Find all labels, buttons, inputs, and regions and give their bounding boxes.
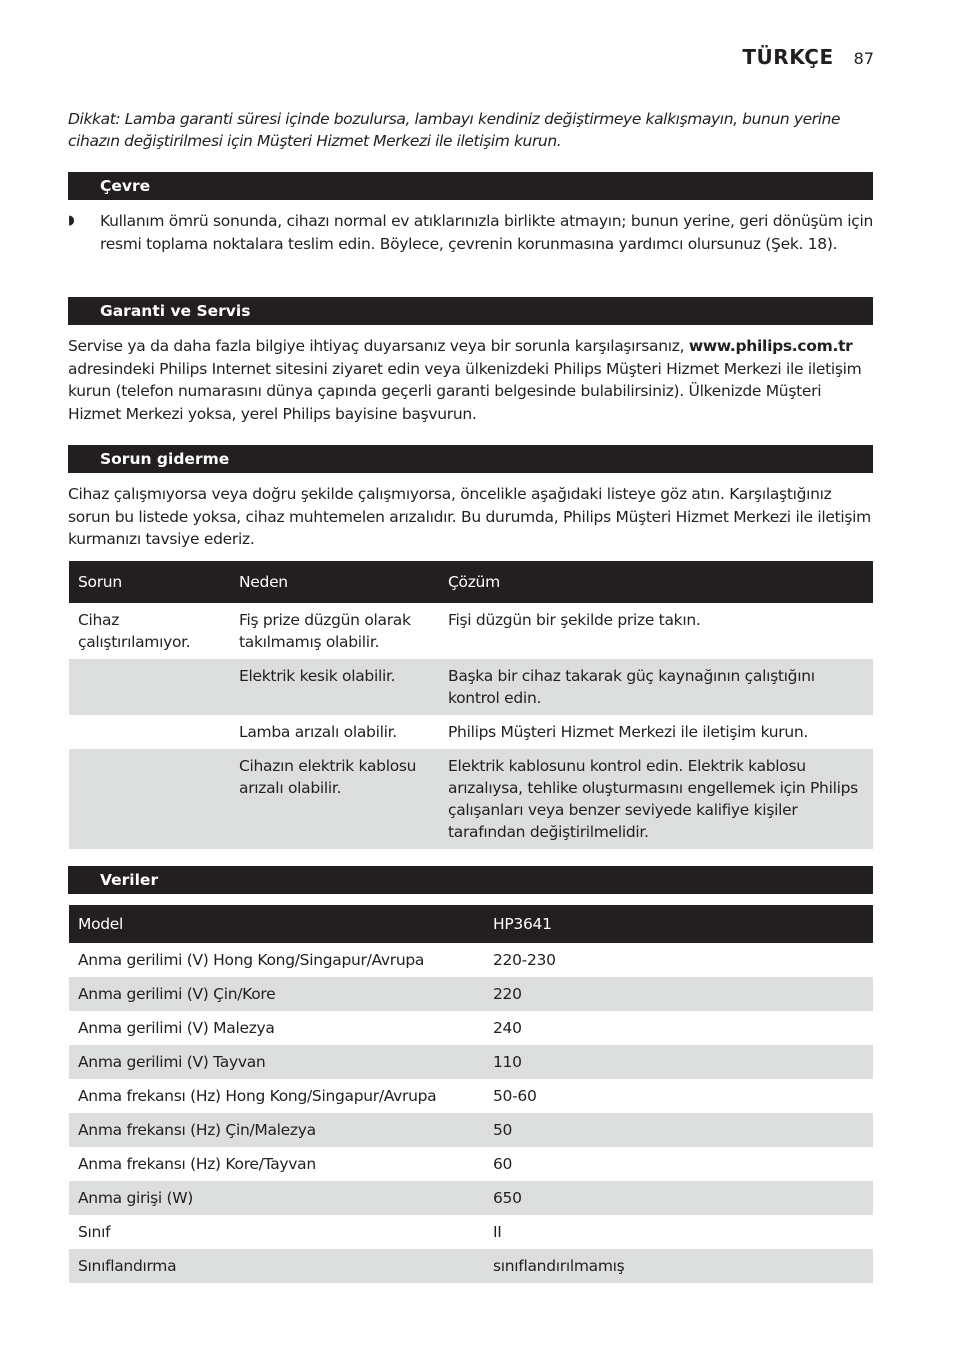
spec-value: 220 (484, 977, 873, 1011)
section-heading-cevre: Çevre (68, 172, 873, 200)
solution-cell: Başka bir cihaz takarak güç kaynağının çalıştığını kontrol edin. (439, 659, 873, 715)
warranty-paragraph (68, 335, 873, 425)
cause-cell: Fiş prize düzgün olarak takılmamış olabilir. (239, 611, 411, 651)
problem-cell (69, 715, 230, 749)
table-row (69, 1215, 873, 1249)
table-row (69, 1113, 873, 1147)
spec-value: 60 (493, 1155, 513, 1173)
column-header: Neden (230, 561, 439, 603)
column-header: Sorun (69, 561, 230, 603)
spec-label: Anma frekansı (Hz) Hong Kong/Singapur/Avrupa (78, 1087, 437, 1105)
section-heading-garanti: Garanti ve Servis (68, 297, 873, 325)
problem-cell: Cihaz çalıştırılamıyor. (78, 611, 191, 651)
spec-label: Sınıf (78, 1223, 111, 1241)
language-label: TÜRKÇE (742, 45, 834, 69)
column-header: Model (69, 905, 484, 943)
spec-value: 50-60 (493, 1087, 537, 1105)
spec-label: Anma frekansı (Hz) Kore/Tayvan (78, 1155, 316, 1173)
spec-value: 50 (484, 1113, 873, 1147)
spec-label: Anma frekansı (Hz) Çin/Malezya (69, 1113, 484, 1147)
solution-cell: Elektrik kablosunu kontrol edin. Elektrik kablosu arızalıysa, tehlike oluşturmasını engellemek için Philips çalışanları veya benzer seviyede kalifiye kişiler tarafından değiştirilmelidir. (439, 749, 873, 849)
bullet-arrow-icon: ◗ (68, 213, 75, 228)
table-row (69, 977, 873, 1011)
spec-label: Anma gerilimi (V) Çin/Kore (69, 977, 484, 1011)
philips-website-link[interactable]: www.philips.com.tr (688, 337, 853, 355)
table-row (69, 1249, 873, 1283)
table-row (69, 1011, 873, 1045)
spec-label: Anma girişi (W) (69, 1181, 484, 1215)
table-row (69, 1079, 873, 1113)
bullet-text: Kullanım ömrü sonunda, cihazı normal ev atıklarınızla birlikte atmayın; bunun yerine, geri dönüşüm için resmi toplama noktalara teslim edin. Böylece, çevrenin korunmasına yardımcı olursunuz (Şek. 18). (100, 212, 874, 253)
spec-label: Anma gerilimi (V) Malezya (78, 1019, 275, 1037)
spec-value: sınıflandırılmamış (484, 1249, 873, 1283)
table-header-row (69, 561, 873, 603)
problem-cell (69, 749, 230, 849)
bullet-item (68, 210, 873, 255)
troubleshooting-table (69, 561, 873, 849)
specifications-table (69, 905, 873, 1283)
table-row (69, 943, 873, 977)
table-row (69, 603, 873, 659)
column-header: HP3641 (484, 905, 873, 943)
table-row (69, 1181, 873, 1215)
problem-cell (69, 659, 230, 715)
table-row (69, 1147, 873, 1181)
page-number: 87 (853, 49, 874, 68)
table-row (69, 659, 873, 715)
solution-cell: Fişi düzgün bir şekilde prize takın. (448, 611, 701, 629)
section-heading-sorun: Sorun giderme (68, 445, 873, 473)
cause-cell: Lamba arızalı olabilir. (239, 723, 397, 741)
page-header (742, 45, 874, 69)
troubleshooting-intro: Cihaz çalışmıyorsa veya doğru şekilde çalışmıyorsa, öncelikle aşağıdaki listeye göz atın. Karşılaştığınız sorun bu listede yoksa, cihaz muhtemelen arızalıdır. Bu durumda, Philips Müşteri Hizmet Merkezi ile iletişim kurmanızı tavsiye ederiz. (68, 485, 871, 548)
spec-value: 110 (484, 1045, 873, 1079)
table-header-row (69, 905, 873, 943)
cause-cell: Elektrik kesik olabilir. (230, 659, 439, 715)
warranty-text-after: adresindeki Philips Internet sitesini ziyaret edin veya ülkenizdeki Philips Müşteri Hizmet Merkezi ile iletişim kurun (telefon numarasını dünya çapında geçerli garanti belgesinde bulabilirsiniz). Ülkenizde Müşteri Hizmet Merkezi yoksa, yerel Philips bayisine başvurun. (68, 359, 862, 423)
spec-value: 240 (493, 1019, 522, 1037)
table-row (69, 749, 873, 849)
spec-value: 650 (484, 1181, 873, 1215)
column-header: Çözüm (439, 561, 873, 603)
warranty-text-before: Servise ya da daha fazla bilgiye ihtiyaç duyarsanız veya bir sorunla karşılaşırsanız, (68, 337, 689, 355)
table-row (69, 715, 873, 749)
spec-label: Anma gerilimi (V) Tayvan (69, 1045, 484, 1079)
table-row (69, 1045, 873, 1079)
spec-label: Sınıflandırma (69, 1249, 484, 1283)
warning-note: Dikkat: Lamba garanti süresi içinde bozulursa, lambayı kendiniz değiştirmeye kalkışmayın, bunun yerine cihazın değiştirilmesi için Müşteri Hizmet Merkezi ile iletişim kurun. (68, 110, 841, 150)
spec-value: II (493, 1223, 502, 1241)
cause-cell: Cihazın elektrik kablosu arızalı olabilir. (230, 749, 439, 849)
spec-value: 220-230 (493, 951, 556, 969)
section-heading-veriler: Veriler (68, 866, 873, 894)
spec-label: Anma gerilimi (V) Hong Kong/Singapur/Avrupa (78, 951, 425, 969)
solution-cell: Philips Müşteri Hizmet Merkezi ile iletişim kurun. (448, 723, 809, 741)
